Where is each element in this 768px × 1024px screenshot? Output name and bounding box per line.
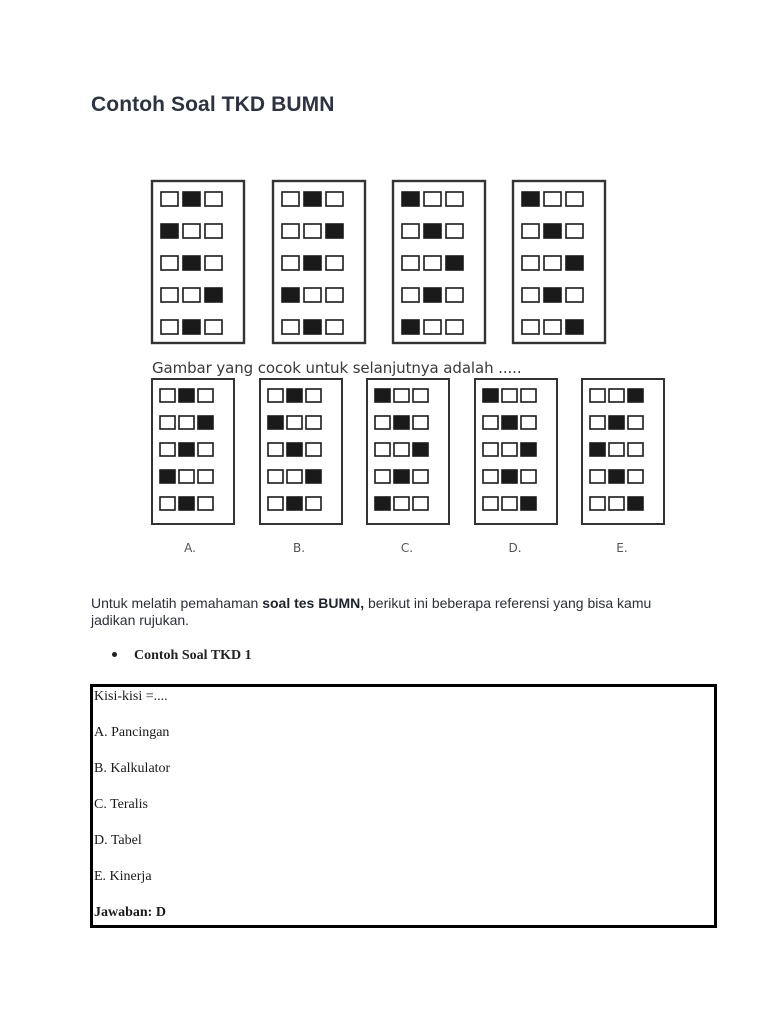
sequence-card-4-cell-1-2 <box>566 224 583 238</box>
option-card-b-cell-3-2 <box>306 470 321 483</box>
option-card-b-cell-3-0 <box>268 470 283 483</box>
sequence-card-2-cell-3-2 <box>326 288 343 302</box>
sequence-card-1-cell-2-0 <box>161 256 178 270</box>
option-card-c-cell-2-0 <box>375 443 390 456</box>
option-card-e-cell-2-2 <box>628 443 643 456</box>
option-card-c-cell-1-0 <box>375 416 390 429</box>
option-card-e-cell-0-1 <box>609 389 624 402</box>
sequence-card-2 <box>273 181 365 343</box>
intro-paragraph <box>91 595 691 629</box>
sequence-card-2-cell-2-2 <box>326 256 343 270</box>
option-card-b-cell-4-1 <box>287 497 302 510</box>
sequence-card-4-cell-0-0 <box>522 192 539 206</box>
intro-suffix: berikut ini beberapa referensi yang bisa kamu jadikan rujukan. <box>91 595 652 628</box>
option-card-d-cell-1-1 <box>502 416 517 429</box>
option-card-c-cell-1-2 <box>413 416 428 429</box>
sequence-card-3-cell-3-1 <box>424 288 441 302</box>
sequence-card-2-cell-3-1 <box>304 288 321 302</box>
sequence-card-1-cell-4-1 <box>183 320 200 334</box>
sequence-card-4-cell-4-1 <box>544 320 561 334</box>
sequence-card-1-cell-1-1 <box>183 224 200 238</box>
sequence-card-3-cell-1-2 <box>446 224 463 238</box>
option-card-b-cell-2-1 <box>287 443 302 456</box>
sequence-card-3 <box>393 181 485 343</box>
option-card-d-cell-1-0 <box>483 416 498 429</box>
sequence-card-2-cell-3-0 <box>282 288 299 302</box>
option-card-a <box>152 379 234 524</box>
sequence-card-4-cell-2-2 <box>566 256 583 270</box>
option-card-e-cell-0-2 <box>628 389 643 402</box>
option-card-a-cell-0-1 <box>179 389 194 402</box>
option-card-a-cell-4-0 <box>160 497 175 510</box>
option-card-a-cell-4-1 <box>179 497 194 510</box>
option-card-e-cell-4-1 <box>609 497 624 510</box>
option-letter-c: C. <box>400 541 414 555</box>
answer-option-b: B. Kalkulator <box>94 761 171 776</box>
option-card-c-cell-1-1 <box>394 416 409 429</box>
sequence-card-3-cell-0-1 <box>424 192 441 206</box>
option-card-d-cell-2-1 <box>502 443 517 456</box>
sequence-card-2-cell-2-1 <box>304 256 321 270</box>
sequence-card-4-cell-3-2 <box>566 288 583 302</box>
option-card-a-cell-3-2 <box>198 470 213 483</box>
sequence-card-1-cell-4-2 <box>205 320 222 334</box>
sequence-card-2-cell-4-1 <box>304 320 321 334</box>
option-card-a-cell-0-0 <box>160 389 175 402</box>
option-card-d-cell-4-1 <box>502 497 517 510</box>
option-card-c-cell-0-2 <box>413 389 428 402</box>
option-card-e-cell-1-1 <box>609 416 624 429</box>
option-card-a-cell-1-2 <box>198 416 213 429</box>
page-title: Contoh Soal TKD BUMN <box>91 93 335 116</box>
sequence-card-3-cell-0-0 <box>402 192 419 206</box>
sequence-card-3-cell-3-0 <box>402 288 419 302</box>
sequence-card-2-cell-4-0 <box>282 320 299 334</box>
option-card-e-cell-1-2 <box>628 416 643 429</box>
option-card-c-cell-3-0 <box>375 470 390 483</box>
bullet-dot-icon <box>112 652 117 657</box>
sequence-card-3-cell-4-1 <box>424 320 441 334</box>
sequence-card-4-cell-0-2 <box>566 192 583 206</box>
intro-bold: soal tes BUMN, <box>262 595 365 611</box>
sequence-card-3-cell-1-0 <box>402 224 419 238</box>
option-card-e-cell-3-0 <box>590 470 605 483</box>
answer-option-e: E. Kinerja <box>94 869 152 884</box>
option-card-e-cell-2-0 <box>590 443 605 456</box>
option-card-a-cell-2-0 <box>160 443 175 456</box>
option-card-e-cell-1-0 <box>590 416 605 429</box>
bullet-label: Contoh Soal TKD 1 <box>134 648 252 663</box>
option-card-a-cell-1-0 <box>160 416 175 429</box>
option-card-d-cell-2-0 <box>483 443 498 456</box>
sequence-card-1-cell-0-1 <box>183 192 200 206</box>
option-card-e <box>582 379 664 524</box>
question-box <box>90 684 717 928</box>
answer-option-a: A. Pancingan <box>94 725 170 740</box>
sequence-card-2-cell-1-1 <box>304 224 321 238</box>
option-card-b-cell-0-1 <box>287 389 302 402</box>
option-card-d-cell-0-1 <box>502 389 517 402</box>
sequence-card-1-cell-1-2 <box>205 224 222 238</box>
sequence-card-4-cell-2-1 <box>544 256 561 270</box>
option-card-e-cell-3-2 <box>628 470 643 483</box>
option-card-b-cell-3-1 <box>287 470 302 483</box>
bullet-item <box>112 648 252 664</box>
option-card-c-cell-2-2 <box>413 443 428 456</box>
sequence-card-2-cell-2-0 <box>282 256 299 270</box>
option-card-c-cell-4-0 <box>375 497 390 510</box>
option-card-a-cell-3-0 <box>160 470 175 483</box>
sequence-card-2-cell-1-0 <box>282 224 299 238</box>
sequence-card-1-cell-4-0 <box>161 320 178 334</box>
sequence-card-4-cell-4-2 <box>566 320 583 334</box>
option-card-c-cell-4-1 <box>394 497 409 510</box>
option-card-c-cell-2-1 <box>394 443 409 456</box>
sequence-card-4-cell-0-1 <box>544 192 561 206</box>
option-card-b-cell-2-2 <box>306 443 321 456</box>
sequence-card-4-cell-4-0 <box>522 320 539 334</box>
sequence-card-4-cell-1-0 <box>522 224 539 238</box>
option-card-b-cell-1-0 <box>268 416 283 429</box>
option-card-b-cell-1-1 <box>287 416 302 429</box>
option-card-d-cell-0-0 <box>483 389 498 402</box>
option-card-d-cell-0-2 <box>521 389 536 402</box>
sequence-card-2-cell-4-2 <box>326 320 343 334</box>
option-card-b-cell-0-2 <box>306 389 321 402</box>
option-card-b-cell-4-2 <box>306 497 321 510</box>
sequence-card-2-cell-0-2 <box>326 192 343 206</box>
option-card-e-cell-2-1 <box>609 443 624 456</box>
intro-prefix: Untuk melatih pemahaman <box>91 595 263 611</box>
option-card-c <box>367 379 449 524</box>
answer-option-d: D. Tabel <box>94 833 142 848</box>
sequence-card-1-cell-2-1 <box>183 256 200 270</box>
option-card-d-cell-2-2 <box>521 443 536 456</box>
answer-option-c: C. Teralis <box>94 797 148 812</box>
option-card-a-cell-3-1 <box>179 470 194 483</box>
option-card-a-cell-2-1 <box>179 443 194 456</box>
option-card-c-cell-3-1 <box>394 470 409 483</box>
option-card-b-cell-0-0 <box>268 389 283 402</box>
sequence-card-2-cell-1-2 <box>326 224 343 238</box>
sequence-card-3-cell-4-2 <box>446 320 463 334</box>
sequence-card-3-cell-3-2 <box>446 288 463 302</box>
sequence-card-4-cell-2-0 <box>522 256 539 270</box>
option-card-c-cell-4-2 <box>413 497 428 510</box>
option-letter-e: E. <box>616 541 628 555</box>
option-card-a-cell-2-2 <box>198 443 213 456</box>
option-card-d-cell-3-0 <box>483 470 498 483</box>
option-card-b-cell-4-0 <box>268 497 283 510</box>
sequence-card-1-cell-0-2 <box>205 192 222 206</box>
sequence-card-2-cell-0-0 <box>282 192 299 206</box>
bullet-list <box>112 648 252 664</box>
figure-caption: Gambar yang cocok untuk selanjutnya adalah ..... <box>152 359 522 377</box>
option-card-a-cell-1-1 <box>179 416 194 429</box>
sequence-card-1-cell-0-0 <box>161 192 178 206</box>
sequence-card-1-cell-1-0 <box>161 224 178 238</box>
sequence-card-3-cell-2-0 <box>402 256 419 270</box>
option-letter-d: D. <box>508 541 522 555</box>
sequence-card-3-cell-0-2 <box>446 192 463 206</box>
sequence-card-3-cell-2-2 <box>446 256 463 270</box>
question-prompt: Kisi-kisi =.... <box>94 689 168 704</box>
option-card-e-cell-4-2 <box>628 497 643 510</box>
option-card-c-cell-3-2 <box>413 470 428 483</box>
sequence-card-1-cell-3-1 <box>183 288 200 302</box>
option-letter-a: A. <box>184 541 196 555</box>
option-card-d-cell-4-2 <box>521 497 536 510</box>
sequence-card-4-cell-1-1 <box>544 224 561 238</box>
sequence-card-1-cell-3-0 <box>161 288 178 302</box>
option-card-d <box>475 379 557 524</box>
sequence-card-4 <box>513 181 605 343</box>
sequence-card-2-cell-0-1 <box>304 192 321 206</box>
sequence-card-1-cell-2-2 <box>205 256 222 270</box>
option-card-a-cell-4-2 <box>198 497 213 510</box>
option-card-c-cell-0-1 <box>394 389 409 402</box>
option-card-e-cell-0-0 <box>590 389 605 402</box>
option-card-d-cell-1-2 <box>521 416 536 429</box>
option-letter-b: B. <box>292 541 306 555</box>
sequence-card-4-cell-3-0 <box>522 288 539 302</box>
option-card-e-cell-4-0 <box>590 497 605 510</box>
sequence-card-3-cell-2-1 <box>424 256 441 270</box>
option-card-d-cell-3-1 <box>502 470 517 483</box>
option-card-e-cell-3-1 <box>609 470 624 483</box>
sequence-card-1 <box>152 181 244 343</box>
option-card-b-cell-2-0 <box>268 443 283 456</box>
sequence-card-1-cell-3-2 <box>205 288 222 302</box>
option-card-c-cell-0-0 <box>375 389 390 402</box>
option-card-b-cell-1-2 <box>306 416 321 429</box>
option-card-d-cell-3-2 <box>521 470 536 483</box>
option-card-a-cell-0-2 <box>198 389 213 402</box>
option-card-b <box>260 379 342 524</box>
sequence-card-4-cell-3-1 <box>544 288 561 302</box>
answer-key: Jawaban: D <box>94 905 166 920</box>
option-card-d-cell-4-0 <box>483 497 498 510</box>
sequence-card-3-cell-1-1 <box>424 224 441 238</box>
sequence-card-3-cell-4-0 <box>402 320 419 334</box>
